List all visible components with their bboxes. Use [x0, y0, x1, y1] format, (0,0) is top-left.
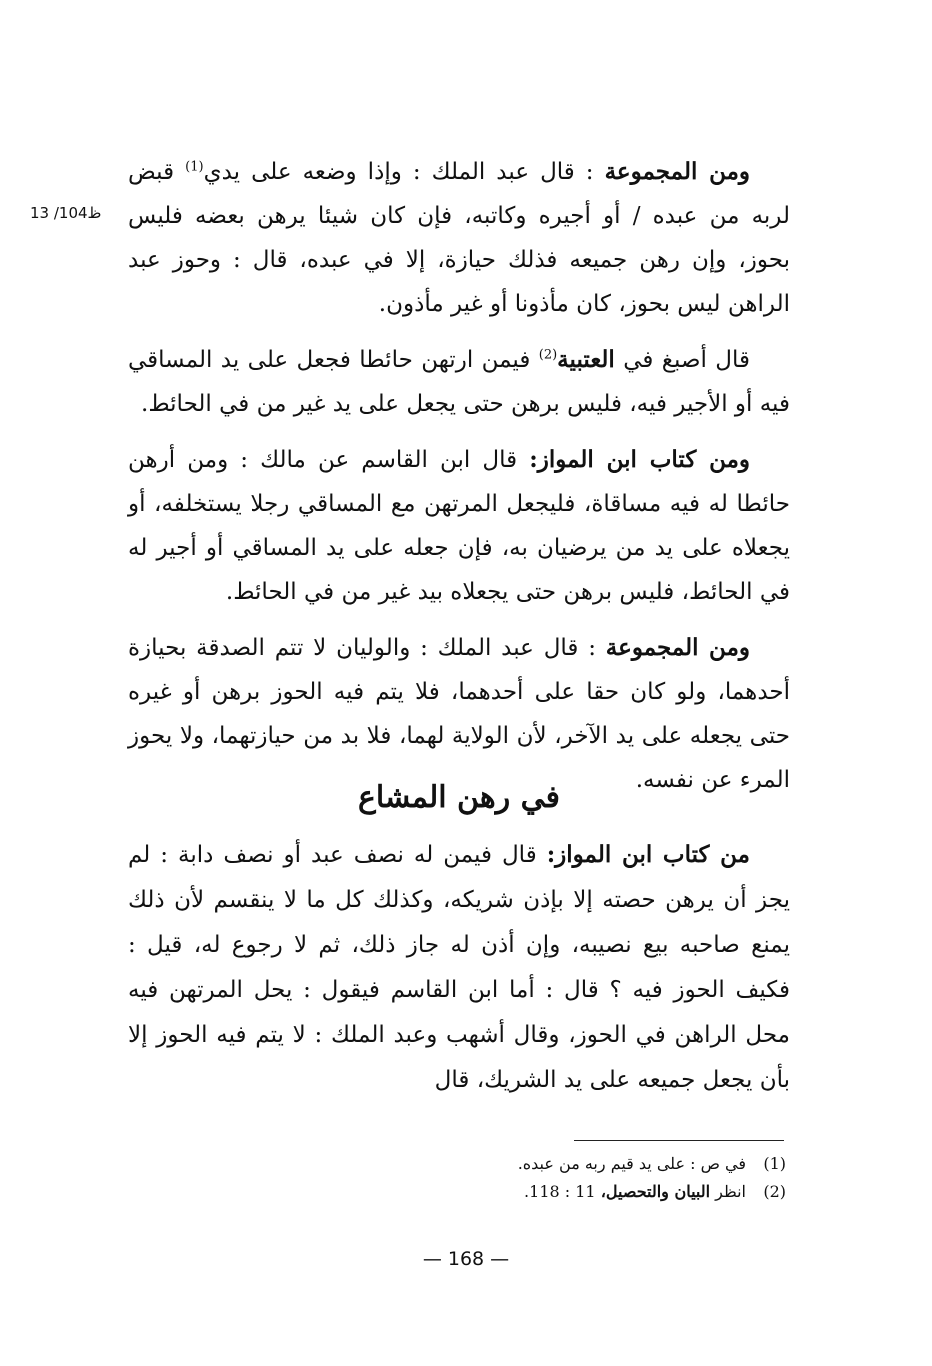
- footnotes: [430, 1150, 786, 1206]
- section-heading: في رهن المشاع: [357, 780, 560, 815]
- page-number: — 168 —: [422, 1248, 510, 1270]
- source-title: ومن المجموعة: [605, 634, 750, 661]
- margin-folio-reference: 13 /104ظ: [30, 204, 102, 222]
- footnote-prefix: انظر: [710, 1182, 746, 1201]
- footnote-separator: [574, 1140, 784, 1141]
- footnote-reference: 11 : 118.: [524, 1182, 601, 1201]
- footnote-text: في ص : على يد قيم ربه من عبده.: [517, 1154, 746, 1173]
- footnote-number: (2): [763, 1182, 786, 1201]
- footnote-number: (1): [763, 1154, 786, 1173]
- paragraph-3: [128, 438, 790, 614]
- footnote-marker: (2): [538, 347, 558, 363]
- footnote-marker: (1): [185, 159, 204, 175]
- paragraph-1: [128, 150, 790, 326]
- paragraph-text: : قال عبد الملك : وإذا وضعه على يدي: [203, 159, 605, 185]
- paragraph-5: [128, 832, 790, 1103]
- paragraph-text: قال ابن القاسم عن مالك : ومن أرهن حائطا له فيه مساقاة، فليجعل المرتهن مع المساقي رجلا يستخلفه، أو يجعلاه على يد من يرضيان به، فإن جعله على يد المساقي أو أجير له في الحائط، فليس برهن حتى يجعلاه بيد غير من في الحائط.: [128, 447, 790, 605]
- paragraph-text: قبض لربه من عبده / أو أجيره وكاتبه، فإن كان شيئا يرهن بعضه فليس بحوز، وإن رهن جميعه فذلك حيازة، إلا في عبده، قال : وحوز عبد الراهن ليس بحوز، كان مأذونا أو غير مأذون.: [128, 159, 790, 317]
- body-text: [128, 150, 790, 814]
- section-body-text: [128, 832, 790, 1103]
- paragraph-2: [128, 338, 790, 426]
- paragraph-4: [128, 626, 790, 802]
- paragraph-text: قال أصبغ في: [614, 347, 750, 373]
- paragraph-text: قال فيمن له نصف عبد أو نصف دابة : لم يجز أن يرهن حصته إلا بإذن شريكه، وكذلك كل ما لا ينقسم لأن ذلك يمنع صاحبه بيع نصيبه، وإن أذن له جاز ذلك، ثم لا رجوع له، قيل : فكيف الحوز فيه ؟ قال : أما ابن القاسم فيقول : يحل المرتهن فيه محل الراهن في الحوز، وقال أشهب وعبد الملك : لا يتم فيه الحوز إلا بأن يجعل جميعه على يد الشريك، قال: [128, 842, 790, 1093]
- paragraph-text: فيمن ارتهن حائطا فجعل على يد المساقي فيه أو الأجير فيه، فليس برهن حتى يجعل على يد غير من في الحائط.: [128, 347, 790, 417]
- source-title: ومن كتاب ابن المواز:: [529, 446, 751, 473]
- source-title: من كتاب ابن المواز:: [546, 841, 750, 868]
- source-title: العتبية: [557, 346, 615, 373]
- source-title: ومن المجموعة: [604, 158, 751, 185]
- paragraph-text: : قال عبد الملك : والوليان لا تتم الصدقة بحيازة أحدهما، ولو كان حقا على أحدهما، فلا يتم فيه الحوز برهن أو غيره حتى يجعله على يد الآخر، لأن الولاية لهما، فلا بد من حيازتهما، ولا يحوز المرء عن نفسه.: [128, 635, 790, 793]
- footnote-1: [430, 1150, 786, 1178]
- footnote-source-title: البيان والتحصيل،: [600, 1182, 711, 1201]
- footnote-text: [524, 1178, 746, 1206]
- footnote-2: [430, 1178, 786, 1206]
